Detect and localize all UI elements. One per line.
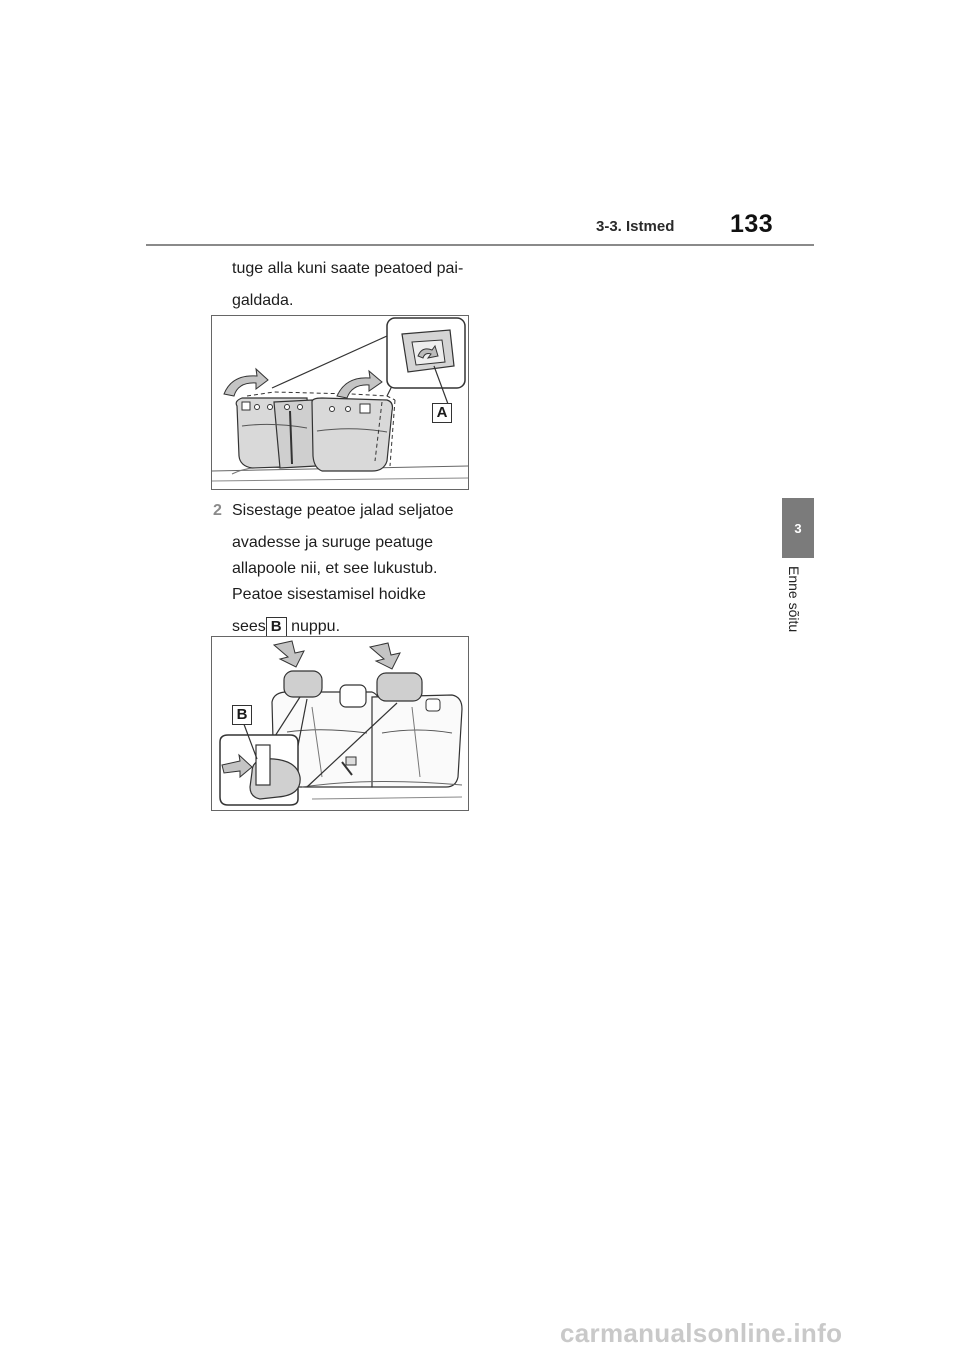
figure-label-b: B	[232, 705, 252, 725]
text-line: Peatoe sisestamisel hoidke	[232, 586, 426, 603]
text-line: Sisestage peatoe jalad seljatoe	[232, 502, 454, 519]
step-number: 2	[213, 502, 222, 519]
section-title: 3-3. Istmed	[596, 218, 675, 235]
text-line: allapoole nii, et see lukustub.	[232, 560, 438, 577]
seat-fold-illustration	[212, 316, 468, 489]
figure-seat-fold	[211, 315, 469, 490]
text-line: tuge alla kuni saate peatoed pai-	[232, 260, 464, 277]
figure-label-a: A	[432, 403, 452, 423]
text-fragment: sees	[232, 618, 266, 635]
text-fragment: nuppu.	[286, 618, 341, 635]
inline-label-b: B	[266, 617, 287, 637]
header-rule	[146, 244, 814, 246]
text-line: avadesse ja suruge peatuge	[232, 534, 434, 551]
chapter-number: 3	[794, 520, 802, 536]
page-number: 133	[730, 210, 774, 238]
text-line: galdada.	[232, 292, 294, 309]
chapter-tab[interactable]	[782, 498, 814, 558]
continuation-text	[232, 256, 463, 314]
figure-headrest-install	[211, 636, 469, 811]
watermark: carmanualsonline.info	[560, 1318, 843, 1348]
step-2	[213, 498, 473, 640]
chapter-name: Enne sõitu	[786, 566, 802, 633]
